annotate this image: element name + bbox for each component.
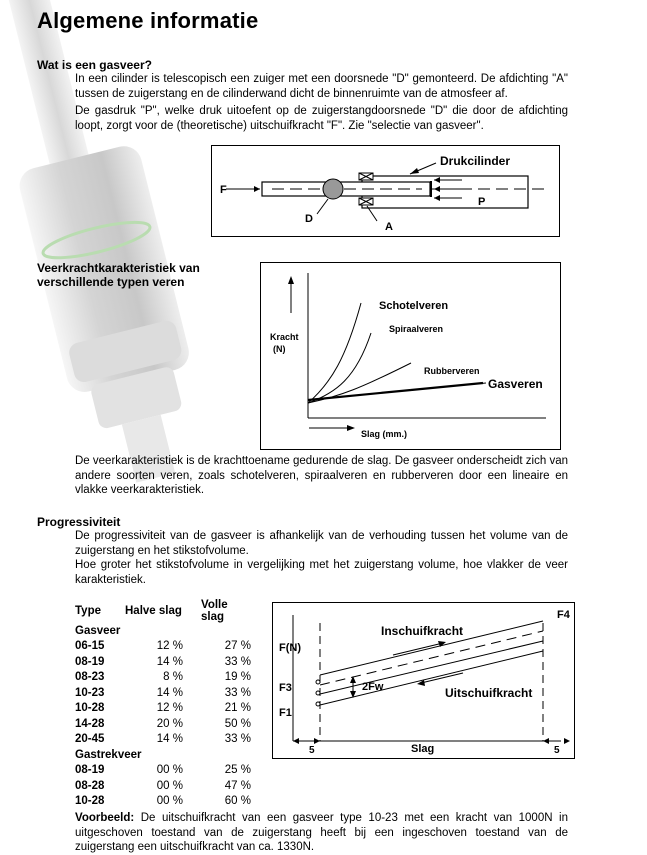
heading-line-1: Veerkrachtkarakteristiek van: [37, 261, 200, 275]
table-cell-full: 33 %: [224, 655, 251, 668]
table-cell-full: 27 %: [224, 640, 251, 653]
table-cell-half: 00 %: [156, 764, 183, 777]
table-cell-full: 33 %: [224, 686, 251, 699]
table-header-half-stroke: Halve slag: [125, 605, 182, 617]
progressivity-force-stroke-diagram: [272, 602, 575, 759]
table-cell-full: 25 %: [224, 764, 251, 777]
paragraph-intro-2: De gasdruk "P", welke druk uitoefent op de zuigerstangdoorsnede "D" die door de afdichting loopt, zorgt voor de (theoretische) uitschuifkracht "F". Zie "selectie van gasveer".: [75, 105, 568, 132]
paragraph-spring-characteristics: De veerkarakteristiek is de krachttoename gedurende de slag. De gasveer onderscheidt zich van andere soorten veren, zoals schotelveren, spiraalveren en rubberveren door een lineaire en vlakke veerkarakteristiek.: [75, 455, 568, 496]
table-cell-type: 10-28: [75, 795, 105, 808]
table-cell-type: 20-45: [75, 733, 105, 746]
table-row: [75, 732, 251, 748]
label-f4: F4: [557, 609, 570, 621]
table-row: [75, 716, 251, 732]
xlabel-slag: Slag: [411, 743, 435, 755]
curve-label-spiraalveren: Spiraalveren: [389, 324, 444, 334]
table-cell-type: 06-15: [75, 640, 105, 653]
gas-spring-cross-section-diagram: [211, 145, 560, 237]
label-uitschuifkracht: Uitschuifkracht: [445, 686, 533, 700]
table-cell-type: 08-28: [75, 779, 105, 792]
example-paragraph: [75, 811, 568, 855]
table-cell-half: 00 %: [156, 779, 183, 792]
table-cell-half: 12 %: [156, 702, 183, 715]
paragraph-intro-1: In een cilinder is telescopisch een zuiger met een doorsnede "D" gemonteerd. De afdichting "A" tussen de zuigerstang en de cilinderwand dicht de binnenruimte van de atmosfeer af.: [75, 73, 568, 100]
table-group-gasveer: Gasveer: [75, 624, 121, 637]
table-row: [75, 654, 251, 670]
example-label: Voorbeeld:: [75, 812, 135, 824]
label-d: D: [305, 213, 313, 225]
table-cell-type: 08-19: [75, 655, 105, 668]
table-cell-full: 19 %: [224, 671, 251, 684]
label-a: A: [385, 221, 393, 233]
label-f3: F3: [279, 682, 292, 694]
label-drukcilinder: Drukcilinder: [440, 154, 511, 168]
table-cell-half: 20 %: [156, 717, 183, 730]
label-p: P: [478, 196, 486, 208]
table-row: [75, 778, 251, 794]
label-inschuifkracht: Inschuifkracht: [381, 624, 464, 638]
table-row: [75, 701, 251, 717]
section-heading-progressiviteit: Progressiviteit: [37, 515, 121, 529]
table-cell-full: 21 %: [224, 702, 251, 715]
table-header-full-stroke: Volle slag: [201, 599, 228, 623]
ylabel-unit: (N): [273, 344, 286, 354]
table-row: [75, 794, 251, 810]
table-cell-full: 33 %: [224, 733, 251, 746]
table-cell-half: 12 %: [156, 640, 183, 653]
label-2fw: 2Fw: [362, 681, 384, 693]
section-heading-what-is-gas-spring: Wat is een gasveer?: [37, 58, 152, 72]
margin-left-label: 5: [309, 745, 315, 756]
table-cell-half: 14 %: [156, 733, 183, 746]
curve-label-schotelveren: Schotelveren: [379, 300, 449, 312]
ylabel-kracht: Kracht: [270, 332, 299, 342]
paragraph-progressiviteit-1: De progressiviteit van de gasveer is afhankelijk van de verhouding tussen het volume van de zuigerstang en het stikstofvolume.: [75, 530, 568, 557]
table-group-gastrekveer: Gastrekveer: [75, 748, 142, 761]
table-cell-half: 14 %: [156, 655, 183, 668]
curve-label-gasveren: Gasveren: [488, 377, 543, 391]
table-cell-full: 60 %: [224, 795, 251, 808]
table-cell-half: 14 %: [156, 686, 183, 699]
section-heading-spring-characteristics: [37, 261, 200, 289]
table-header-row: [75, 599, 251, 623]
progressivity-table: [75, 599, 251, 809]
ylabel-fn: F(N): [279, 642, 301, 654]
table-cell-type: 10-23: [75, 686, 105, 699]
heading-line-2: verschillende typen veren: [37, 275, 185, 289]
spring-characteristic-chart: [260, 262, 561, 450]
paragraph-progressiviteit-2: Hoe groter het stikstofvolume in vergelijking met het zuigerstang volume, hoe vlakker de veer karakteristiek.: [75, 559, 568, 586]
example-text: De uitschuifkracht van een gasveer type 10-23 met een kracht van 1000N in uitgeschoven toestand van de zuigerstang heeft bij een ingeschoven toestand van de zuigerstang een uitschuifkracht van ca. 1330N.: [75, 812, 568, 853]
margin-right-label: 5: [554, 745, 560, 756]
table-cell-type: 08-23: [75, 671, 105, 684]
table-row: [75, 763, 251, 779]
xlabel-slag: Slag (mm.): [361, 429, 408, 439]
label-f: F: [220, 184, 227, 196]
table-row: [75, 670, 251, 686]
table-row: [75, 639, 251, 655]
table-row: [75, 685, 251, 701]
table-cell-type: 08-19: [75, 764, 105, 777]
table-cell-type: 14-28: [75, 717, 105, 730]
label-f1: F1: [279, 707, 292, 719]
table-cell-half: 00 %: [156, 795, 183, 808]
table-cell-full: 47 %: [224, 779, 251, 792]
curve-label-rubberveren: Rubberveren: [424, 366, 480, 376]
table-cell-type: 10-28: [75, 702, 105, 715]
page-title: Algemene informatie: [37, 8, 259, 33]
table-header-type: Type: [75, 605, 101, 617]
table-cell-full: 50 %: [224, 717, 251, 730]
table-cell-half: 8 %: [163, 671, 183, 684]
